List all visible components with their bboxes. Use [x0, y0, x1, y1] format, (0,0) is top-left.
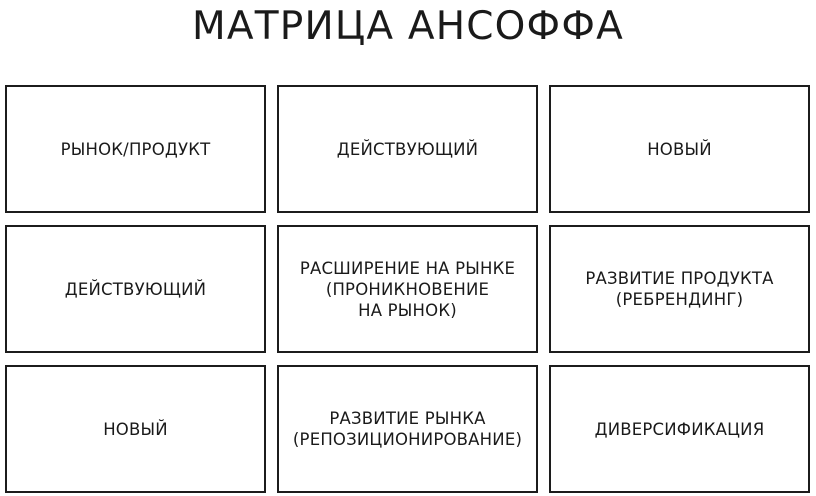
product-development-cell	[549, 225, 810, 353]
corner-header-cell	[5, 85, 266, 213]
column-header-new-label: НОВЫЙ	[647, 139, 712, 159]
row-header-existing-cell	[5, 225, 266, 353]
market-penetration-label: РАСШИРЕНИЕ НА РЫНКЕ (ПРОНИКНОВЕНИЕ НА РЫНОК)	[299, 258, 516, 320]
column-header-new-cell	[549, 85, 810, 213]
product-development-label: РАЗВИТИЕ ПРОДУКТА (РЕБРЕНДИНГ)	[585, 269, 774, 309]
column-header-existing-cell	[277, 85, 538, 213]
column-header-existing-label: ДЕЙСТВУЮЩИЙ	[336, 139, 479, 159]
market-development-cell	[277, 365, 538, 493]
market-development-label: РАЗВИТИЕ РЫНКА (РЕПОЗИЦИОНИРОВАНИЕ)	[292, 409, 523, 449]
diversification-cell	[549, 365, 810, 493]
market-penetration-cell	[277, 225, 538, 353]
row-header-new-cell	[5, 365, 266, 493]
row-header-existing-label: ДЕЙСТВУЮЩИЙ	[64, 279, 207, 299]
diagram-title: МАТРИЦА АНСОФФА	[192, 4, 624, 49]
corner-header-label: РЫНОК/ПРОДУКТ	[60, 139, 211, 159]
row-header-new-label: НОВЫЙ	[103, 419, 168, 439]
diversification-label: ДИВЕРСИФИКАЦИЯ	[594, 419, 765, 439]
